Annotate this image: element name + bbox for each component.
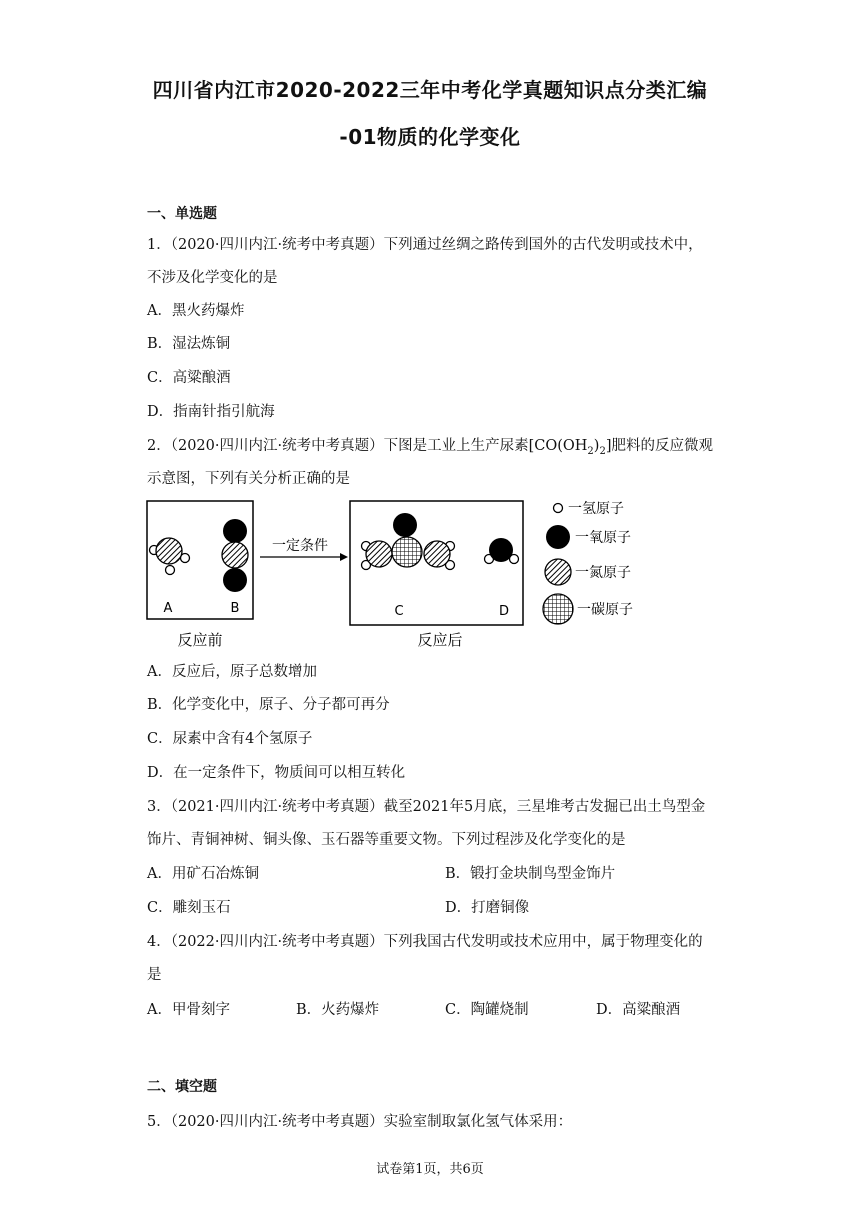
q2-option-b: B．化学变化中，原子、分子都可再分: [147, 697, 390, 713]
arrow-head: [340, 553, 348, 561]
legend-carbon: 一碳原子: [577, 602, 633, 618]
legend-nitrogen-symbol: [545, 559, 571, 585]
q3-option-a: A．用矿石冶炼铜: [147, 866, 259, 882]
legend-oxygen: 一氧原子: [575, 530, 631, 546]
label-c: C: [394, 604, 404, 619]
q2-option-d: D．在一定条件下，物质间可以相互转化: [147, 765, 406, 781]
legend-hydrogen: 一氢原子: [568, 501, 624, 517]
q3-option-c: C．雕刻玉石: [147, 900, 231, 916]
q1-stem-line1: 1．（2020·四川内江·统考中考真题）下列通过丝绸之路传到国外的古代发明或技术中，: [147, 237, 703, 253]
molecule-a: [150, 538, 190, 575]
q3-stem-line1: 3．（2021·四川内江·统考中考真题）截至2021年5月底，三星堆考古发掘已出土鸟型金: [147, 799, 706, 815]
before-caption: 反应前: [177, 631, 223, 649]
label-b: B: [230, 601, 240, 616]
q2-stem-line2: 示意图，下列有关分析正确的是: [147, 471, 350, 487]
q1-option-a: A．黑火药爆炸: [147, 303, 245, 319]
q1-option-d: D．指南针指引航海: [147, 404, 275, 420]
legend: [543, 501, 633, 624]
page-footer: 试卷第1页，共6页: [376, 1162, 484, 1177]
legend-oxygen-symbol: [546, 525, 570, 549]
legend-nitrogen: 一氮原子: [575, 565, 631, 581]
reaction-micro-diagram: [140, 495, 660, 655]
q4-option-a: A．甲骨刻字: [147, 1002, 230, 1018]
legend-carbon-symbol: [543, 594, 573, 624]
label-d: D: [498, 604, 510, 619]
section-heading-single-choice: 一、单选题: [147, 206, 217, 222]
q3-option-b: B．锻打金块制鸟型金饰片: [445, 866, 616, 882]
legend-hydrogen-symbol: [554, 504, 563, 513]
q3-stem-line2: 饰片、青铜神树、铜头像、玉石器等重要文物。下列过程涉及化学变化的是: [147, 832, 626, 848]
q4-stem-line2: 是: [147, 967, 162, 983]
q2-option-a: A．反应后，原子总数增加: [147, 664, 317, 680]
document-title-line1: 四川省内江市2020-2022三年中考化学真题知识点分类汇编: [152, 78, 708, 102]
section-heading-fill-in: 二、填空题: [147, 1079, 217, 1095]
q1-option-b: B．湿法炼铜: [147, 336, 231, 352]
q4-option-b: B．火药爆炸: [296, 1002, 380, 1018]
molecule-b: [222, 519, 248, 592]
q2-option-c: C．尿素中含有4个氢原子: [147, 731, 313, 747]
q4-option-c: C．陶罐烧制: [445, 1002, 529, 1018]
q3-option-d: D．打磨铜像: [445, 900, 530, 916]
document-title-line2: -01物质的化学变化: [339, 125, 521, 149]
q2-stem-line1: 2．（2020·四川内江·统考中考真题）下图是工业上生产尿素$[CO(OH_2)_2]$肥料的反应微观: [147, 438, 714, 457]
after-caption: 反应后: [417, 631, 463, 649]
arrow-condition-label: 一定条件: [272, 538, 328, 554]
q5-stem-line1: 5．（2020·四川内江·统考中考真题）实验室制取氯化氢气体采用：: [147, 1114, 573, 1130]
q1-stem-line2: 不涉及化学变化的是: [147, 270, 278, 286]
label-a: A: [163, 601, 173, 616]
molecule-d: [485, 538, 519, 564]
molecule-c: [362, 513, 455, 570]
q1-option-c: C．高粱酿酒: [147, 370, 231, 386]
q4-stem-line1: 4．（2022·四川内江·统考中考真题）下列我国古代发明或技术应用中，属于物理变化的: [147, 934, 703, 950]
q4-option-d: D．高粱酿酒: [596, 1002, 681, 1018]
